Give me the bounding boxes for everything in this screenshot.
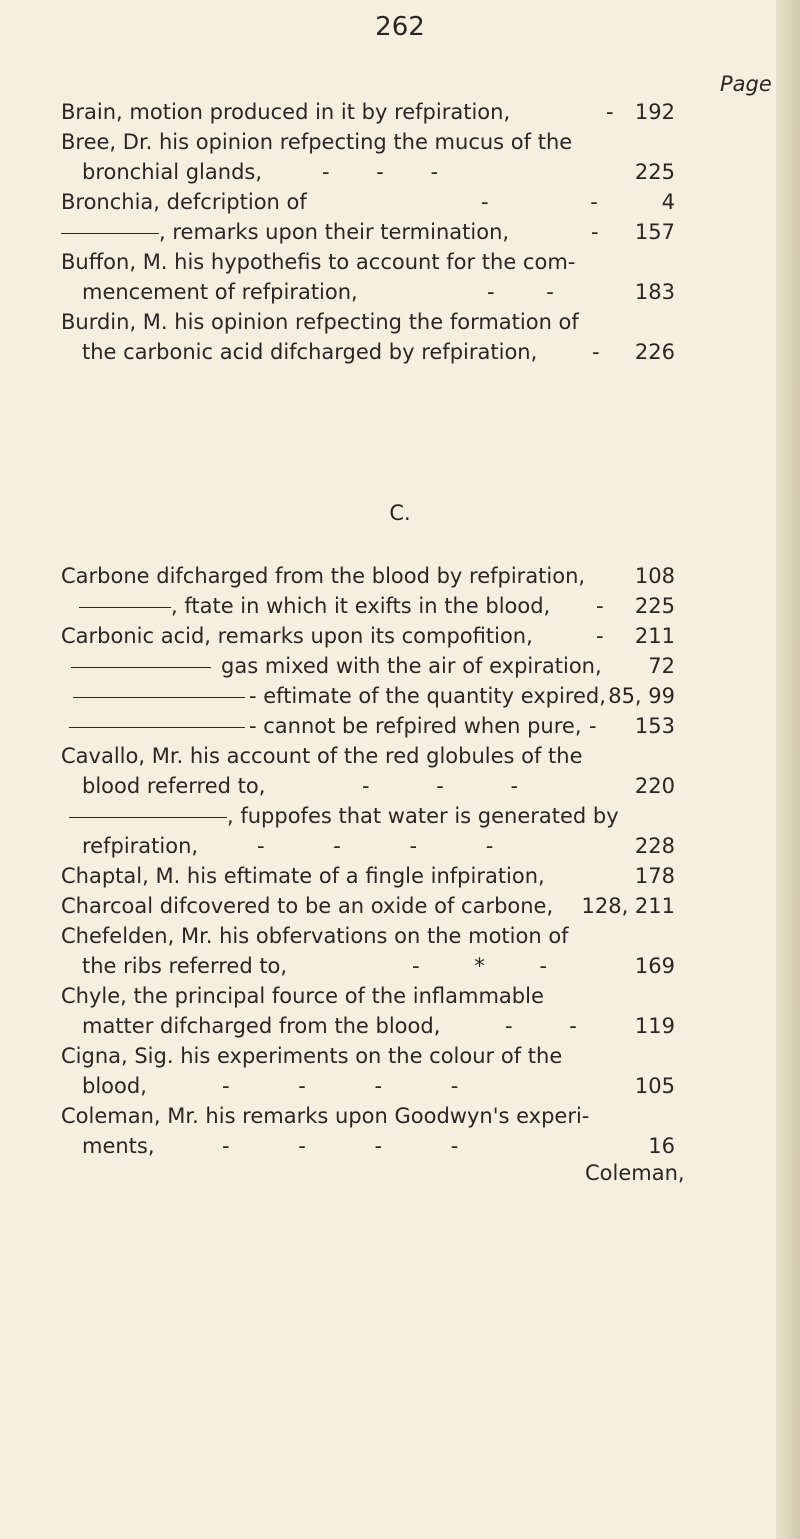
page-column-label: Page	[720, 72, 772, 96]
page-ref: 211	[634, 624, 675, 648]
leader-dashes: - - - -	[257, 834, 494, 858]
entry-text: Charcoal difcovered to be an oxide of carbone,	[61, 894, 554, 918]
entry-text	[61, 711, 582, 741]
leader-dashes: - - - -	[222, 1134, 459, 1158]
leader-dashes: - * -	[412, 954, 548, 978]
ditto-rule	[69, 727, 245, 728]
index-line	[61, 127, 675, 157]
index-line	[82, 831, 675, 861]
page-ref: 169	[634, 954, 675, 978]
page-ref: 119	[634, 1014, 675, 1038]
index-line	[61, 651, 675, 681]
page-ref: 225	[634, 594, 675, 618]
entry-text	[61, 651, 602, 681]
index-line	[61, 801, 675, 831]
page-ref: 220	[634, 774, 675, 798]
ditto-rule	[69, 817, 227, 818]
page-ref: 16	[648, 1134, 675, 1158]
index-line	[61, 1041, 675, 1071]
page-ref: 153	[634, 714, 675, 738]
entry-text: matter difcharged from the blood,	[82, 1014, 441, 1038]
leader-dashes: - -	[481, 190, 598, 214]
catchword: Coleman,	[585, 1161, 685, 1185]
index-line	[82, 771, 675, 801]
ditto-rule	[73, 697, 245, 698]
index-line	[61, 307, 675, 337]
index-line	[61, 681, 675, 711]
leader-dashes: -	[592, 340, 600, 364]
entry-text-part: - eftimate of the quantity expired,	[249, 684, 606, 708]
index-line	[82, 1131, 675, 1161]
page-ref: 105	[634, 1074, 675, 1098]
index-line	[82, 277, 675, 307]
ditto-rule	[71, 667, 211, 668]
leader-dashes: -	[606, 100, 614, 124]
page-ref: 157	[634, 220, 675, 244]
entry-text	[61, 591, 550, 621]
page-ref: 108	[634, 564, 675, 588]
page-ref: 225	[634, 160, 675, 184]
entry-text: Carbone difcharged from the blood by refpiration,	[61, 564, 586, 588]
page-ref: 183	[634, 280, 675, 304]
entry-text: Bronchia, defcription of	[61, 190, 307, 214]
index-line	[61, 711, 675, 741]
index-line	[61, 891, 675, 921]
index-line	[61, 1101, 675, 1131]
leader-dashes: -	[591, 220, 599, 244]
index-line	[61, 187, 675, 217]
page-ref: 228	[634, 834, 675, 858]
leader-dashes: - - -	[362, 774, 519, 798]
page-ref: 178	[634, 864, 675, 888]
page-edge	[776, 0, 800, 1539]
entry-text: Burdin, M. his opinion refpecting the formation of	[61, 310, 579, 334]
leader-dashes: -	[596, 594, 604, 618]
entry-text-part: gas mixed with the air of expiration,	[221, 654, 602, 678]
entry-text: Cavallo, Mr. his account of the red globules of the	[61, 744, 583, 768]
index-line	[82, 951, 675, 981]
entry-text: the carbonic acid difcharged by refpiration,	[82, 340, 538, 364]
entry-text	[61, 681, 606, 711]
entry-text: Bree, Dr. his opinion refpecting the mucus of the	[61, 130, 573, 154]
index-line	[82, 1071, 675, 1101]
page-ref: 72	[648, 654, 675, 678]
index-line	[82, 1011, 675, 1041]
index-line	[61, 247, 675, 277]
index-line	[61, 981, 675, 1011]
entry-text: refpiration,	[82, 834, 199, 858]
index-line	[61, 921, 675, 951]
entry-text: Cigna, Sig. his experiments on the colour of the	[61, 1044, 563, 1068]
entry-text: mencement of refpiration,	[82, 280, 358, 304]
index-line	[61, 621, 675, 651]
entry-text-part: , remarks upon their termination,	[159, 220, 510, 244]
entry-text	[61, 217, 509, 247]
page-ref: 226	[634, 340, 675, 364]
index-line	[61, 97, 675, 127]
entry-text-part: , fuppofes that water is generated by	[227, 804, 619, 828]
leader-dashes: - -	[505, 1014, 577, 1038]
index-line	[82, 157, 675, 187]
entry-text: Carbonic acid, remarks upon its compofition,	[61, 624, 533, 648]
entry-text: Buffon, M. his hypothefis to account for the com-	[61, 250, 576, 274]
section-heading: C.	[389, 501, 411, 525]
leader-dashes: -	[589, 714, 597, 738]
entry-text: Chyle, the principal fource of the inflammable	[61, 984, 544, 1008]
index-line	[82, 337, 675, 367]
entry-text	[61, 801, 619, 831]
entry-text: Coleman, Mr. his remarks upon Goodwyn's experi-	[61, 1104, 590, 1128]
page-number: 262	[375, 12, 425, 42]
entry-text: Chefelden, Mr. his obfervations on the motion of	[61, 924, 569, 948]
leader-dashes: -	[596, 624, 604, 648]
index-line	[61, 217, 675, 247]
entry-text-part: - cannot be refpired when pure,	[249, 714, 582, 738]
page-ref: 4	[661, 190, 675, 214]
index-line	[61, 591, 675, 621]
entry-text-part: , ftate in which it exifts in the blood,	[171, 594, 551, 618]
entry-text: the ribs referred to,	[82, 954, 288, 978]
entry-text: blood referred to,	[82, 774, 266, 798]
entry-text: Chaptal, M. his eftimate of a fingle infpiration,	[61, 864, 545, 888]
leader-dashes: - -	[487, 280, 554, 304]
leader-dashes: - - - -	[222, 1074, 459, 1098]
entry-text: bronchial glands,	[82, 160, 263, 184]
entry-text: ments,	[82, 1134, 155, 1158]
index-line	[61, 861, 675, 891]
page-ref: 85, 99	[608, 684, 675, 708]
index-line	[61, 561, 675, 591]
page-ref: 192	[634, 100, 675, 124]
entry-text: Brain, motion produced in it by refpiration,	[61, 100, 511, 124]
leader-dashes: - - -	[322, 160, 439, 184]
index-line	[61, 741, 675, 771]
ditto-rule	[61, 233, 159, 234]
entry-text: blood,	[82, 1074, 147, 1098]
ditto-rule	[79, 607, 171, 608]
page-ref: 128, 211	[581, 894, 675, 918]
